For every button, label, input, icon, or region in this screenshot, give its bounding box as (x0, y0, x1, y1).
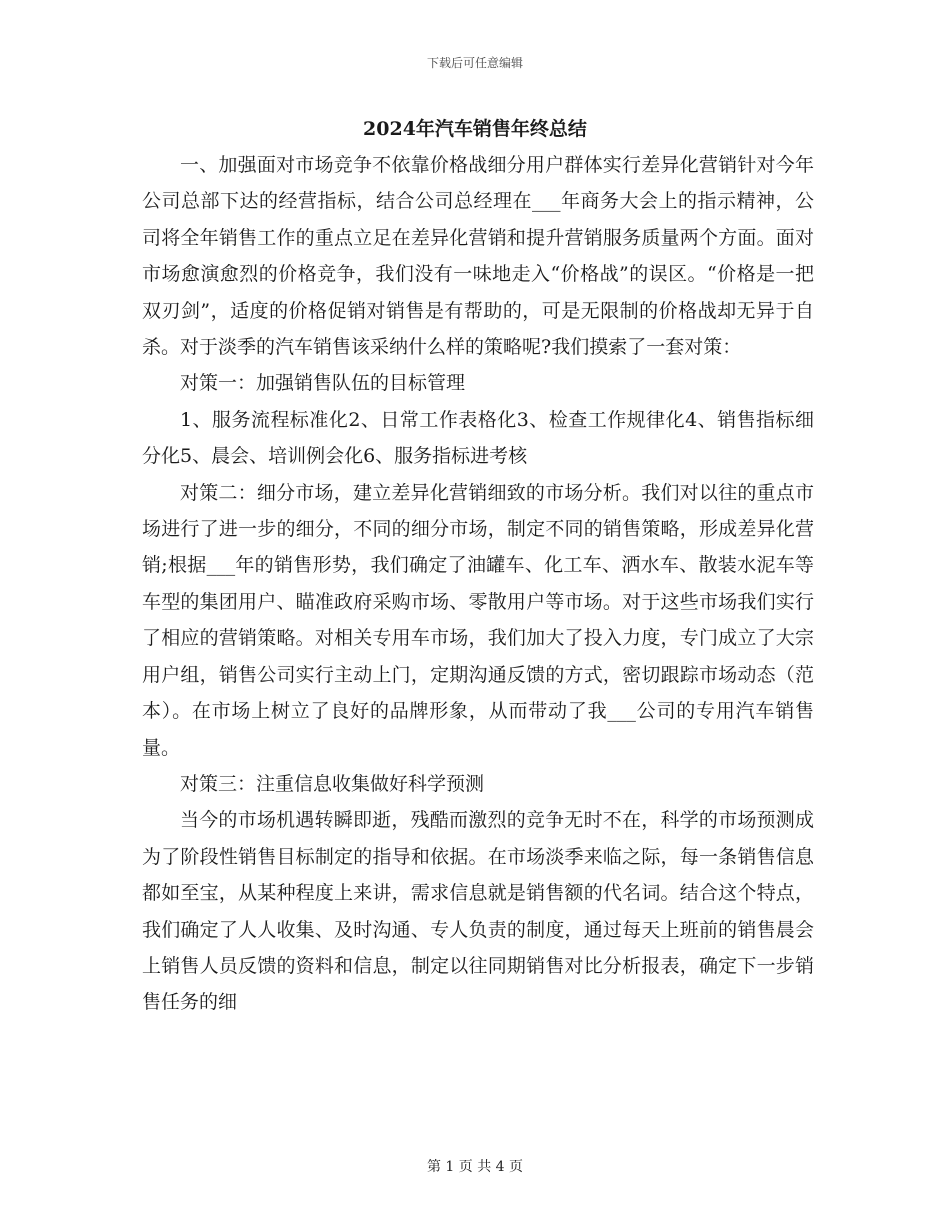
document-title: 2024年汽车销售年终总结 (363, 118, 587, 140)
paragraph-strategy-one-list: 1、服务流程标准化2、日常工作表格化3、检查工作规律化4、销售指标细分化5、晨会、培训例会化6、服务指标进考核 (142, 408, 814, 468)
header-note: 下载后可任意编辑 (426, 56, 523, 70)
paragraph-strategy-two: 对策二：细分市场，建立差异化营销细致的市场分析。我们对以往的重点市场进行了进一步的细分，不同的细分市场，制定不同的销售策略，形成差异化营销;根据___年的销售形势，我们确定了油罐车、化工车、洒水车、散装水泥车等车型的集团用户、瞄准政府采购市场、零散用户等市场。对于这些市场我们实行了相应的营销策略。对相关专用车市场，我们加大了投入力度，专门成立了大宗用户组，销售公司实行主动上门，定期沟通反馈的方式，密切跟踪市场动态（范本）。在市场上树立了良好的品牌形象，从而带动了我___公司的专用汽车销售量。 (142, 481, 814, 759)
paragraph-strategy-three-body: 当今的市场机遇转瞬即逝，残酷而激烈的竞争无时不在，科学的市场预测成为了阶段性销售目标制定的指导和依据。在市场淡季来临之际，每一条销售信息都如至宝，从某种程度上来讲，需求信息就是销售额的代名词。结合这个特点，我们确定了人人收集、及时沟通、专人负责的制度，通过每天上班前的销售晨会上销售人员反馈的资料和信息，制定以往同期销售对比分析报表，确定下一步销售任务的细 (142, 809, 814, 1014)
paragraph-strategy-three-heading: 对策三：注重信息收集做好科学预测 (180, 772, 485, 795)
document-body (142, 147, 814, 1021)
page-number: 第 1 页 共 4 页 (426, 1159, 524, 1175)
paragraph-strategy-one-heading: 对策一：加强销售队伍的目标管理 (180, 372, 466, 395)
paragraph-intro: 一、加强面对市场竞争不依靠价格战细分用户群体实行差异化营销针对今年公司总部下达的经营指标，结合公司总经理在___年商务大会上的指示精神，公司将全年销售工作的重点立足在差异化营销和提升营销服务质量两个方面。面对市场愈演愈烈的价格竞争，我们没有一味地走入“价格战”的误区。“价格是一把双刃剑”，适度的价格促销对销售是有帮助的，可是无限制的价格战却无异于自杀。对于淡季的汽车销售该采纳什么样的策略呢?我们摸索了一套对策： (142, 154, 814, 359)
